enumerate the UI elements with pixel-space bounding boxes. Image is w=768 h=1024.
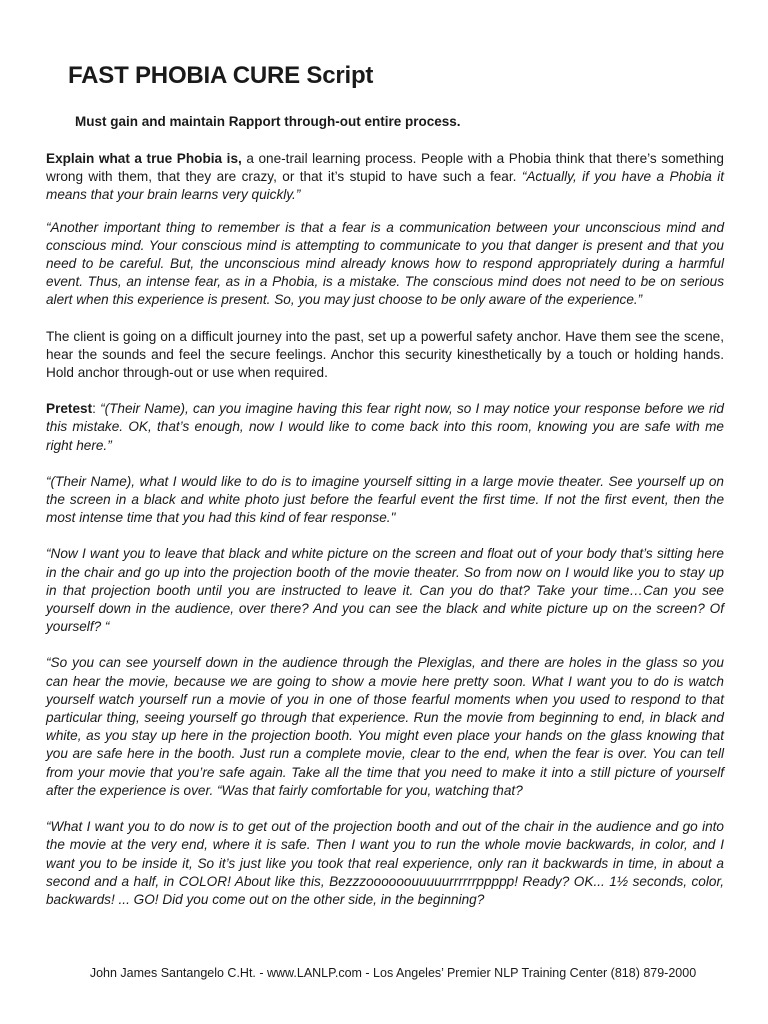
paragraph-quote: “(Their Name), what I would like to do is to imagine yourself sitting in a large movie theater. See yourself up on the screen in a black and white photo just before the fearful event the first time. If not the first event, then the most intense time that you had this kind of fear response." (46, 473, 724, 526)
paragraph-run-movie (46, 654, 724, 800)
paragraph-text: a one-trail learning process. People with a Phobia think that there’s something wrong with them, that they are crazy, or that it’s stupid to have such a fear. (46, 151, 724, 185)
document-subtitle: Must gain and maintain Rapport through-out entire process. (75, 114, 461, 129)
footer-text: John James Santangelo C.Ht. - www.LANLP.com - Los Angeles’ Premier NLP Training Center (818) 879-2000 (89, 966, 697, 980)
paragraph-quote: “Actually, if you have a Phobia it means that your brain learns very quickly.” (46, 169, 725, 203)
document-body (46, 150, 724, 927)
paragraph-safety-anchor: The client is going on a difficult journey into the past, set up a powerful safety anchor. Have them see the scene, hear the sounds and feel the secure feelings. Anchor this security kinesthetically by a touch or holding hands. Hold anchor through-out or use when required. (46, 328, 724, 381)
paragraph-movie-theater (46, 473, 724, 528)
paragraph-quote: “So you can see yourself down in the audience through the Plexiglas, and there are holes in the glass so you can hear the movie, because we are going to show a movie here pretty soon. What I want you to do is watch yourself watch yourself run a movie of you in one of those fearful moments when you used to respond to that particular thing, seeing yourself go through that experience. Run the movie from beginning to end, in black and white, as you stay up here in the projection booth. You might even place your hands on the glass knowing that you are safe here in the booth. Just run a complete movie, clear to the end, when the fear is over. You can tell from your movie that you’re safe again. Take all the time that you need to make it into a still picture of yourself after the experience is over. “Was that fairly comfortable for you, watching that? (46, 655, 724, 798)
page-footer (0, 966, 768, 980)
paragraph-phobia-explanation (46, 150, 724, 205)
paragraph-quote: “What I want you to do now is to get out of the projection booth and out of the chair in the audience and go into the movie at the very end, where it is safe. Then I want you to run the whole movie backwards, in color, and I want you to be inside it, So it’s just like you took that real experience, only ran it backwards in time, in about a second and a half, in COLOR! About like this, Bezzzoooooouuuuurrrrrrppppp! Ready? OK... 1½ seconds, color, backwards! ... GO! Did you come out on the other side, in the beginning? (46, 819, 724, 907)
paragraph-fear-communication (46, 219, 724, 310)
paragraph-run-backwards (46, 818, 724, 909)
paragraph-projection-booth (46, 545, 724, 636)
paragraph-lead: Explain what a true Phobia is, (46, 151, 242, 166)
paragraph-pretest (46, 400, 724, 455)
paragraph-quote: “Now I want you to leave that black and white picture on the screen and float out of your body that’s sitting here in the chair and go up into the projection booth of the movie theater. So from now on I would like you to stay up in that projection booth until you are instructed to leave it. Can you do that? Take your time…Can you see yourself down in the audience, over there? And you can see the black and white picture up on the screen? Of yourself? “ (46, 546, 724, 635)
paragraph-colon: : (92, 401, 101, 417)
paragraph-lead: Pretest (46, 401, 93, 417)
paragraph-quote: “(Their Name), can you imagine having this fear right now, so I may notice your response before we rid this mistake. OK, that’s enough, now I would like to come back into this room, knowing you are safe with me right here.” (46, 401, 724, 453)
document-title: FAST PHOBIA CURE Script (68, 62, 374, 89)
paragraph-quote: “Another important thing to remember is that a fear is a communication between your unconscious mind and conscious mind. Your conscious mind is attempting to communicate to you that danger is present and that you need to be careful. But, the unconscious mind already knows how to respond appropriately during a harmful event. Thus, an intense fear, as in a Phobia, is a mistake. The conscious mind does not need to be on serious alert when this experience is present. So, you may just choose to be only aware of the experience.” (46, 219, 724, 308)
